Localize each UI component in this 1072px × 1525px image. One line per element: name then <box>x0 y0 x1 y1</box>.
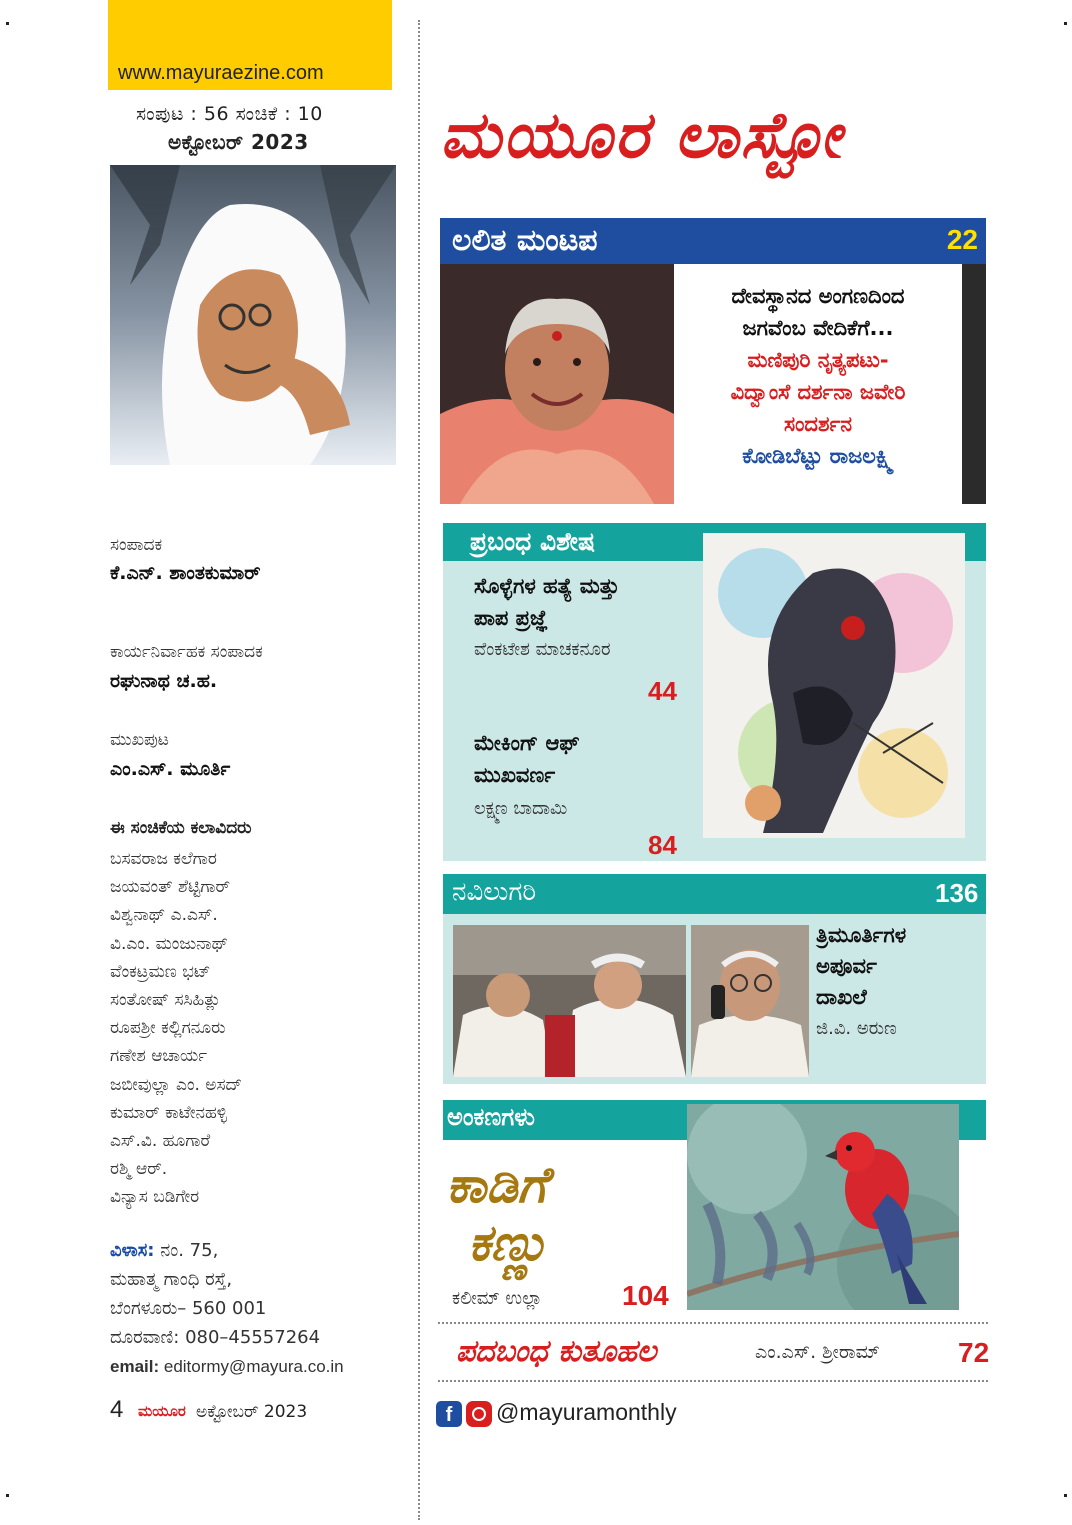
address-line: ನಂ. 75, <box>160 1240 219 1261</box>
article-title: ಜಗವೆಂಬ ವೇದಿಕೆಗೆ... <box>742 316 894 340</box>
facebook-icon[interactable]: f <box>436 1401 462 1427</box>
column-author: ಕಲೀಮ್ ಉಲ್ಲಾ <box>452 1288 543 1309</box>
red-bird-photo <box>687 1104 959 1310</box>
article-lalita[interactable] <box>674 280 962 472</box>
list-item: ರಶ್ಮಿ ಆರ್. <box>110 1159 168 1180</box>
puzzle-author: ಎಂ.ಎಸ್. ಶ್ರೀರಾಮ್ <box>755 1341 880 1363</box>
instagram-icon[interactable] <box>466 1401 492 1427</box>
section-title: ಲಲಿತ ಮಂಟಪ <box>452 223 598 258</box>
puzzle-page-number[interactable]: 72 <box>958 1337 990 1368</box>
address-block <box>110 1236 410 1381</box>
address-line: ಬೆಂಗಳೂರು– 560 001 <box>110 1298 267 1319</box>
article-title: ಪಾಪ ಪ್ರಜ್ಞೆ <box>474 606 548 630</box>
list-item: ಎಸ್.ವಿ. ಹೂಗಾರೆ <box>110 1131 211 1152</box>
crop-mark <box>1064 1494 1067 1497</box>
article-title: ಮುಖವರ್ಣ <box>474 763 556 787</box>
article-navilugari[interactable] <box>816 920 906 1044</box>
cover-illustration <box>110 165 396 465</box>
executive-editor-label: ಕಾರ್ಯನಿರ್ವಾಹಕ ಸಂಪಾದಕ <box>110 642 263 662</box>
section-title: ನವಿಲುಗರಿ <box>452 877 537 907</box>
section-page-number[interactable]: 136 <box>935 878 979 908</box>
elder-on-phone-photo <box>691 925 809 1077</box>
column-logo-kadige-kannu <box>446 1156 549 1272</box>
list-item: ವಿಶ್ವನಾಥ್ ಎ.ಎಸ್. <box>110 905 218 926</box>
article-author: ಜಿ.ವಿ. ಅರುಣ <box>816 1018 897 1039</box>
dancer-photo <box>440 264 674 504</box>
article-prabandha-1[interactable] <box>474 570 619 666</box>
list-item: ರೂಪಶ್ರೀ ಕಲ್ಲಿಗನೂರು <box>110 1018 226 1039</box>
section-header-lalita <box>440 218 986 264</box>
column-logo-line: ಕಾಡಿಗೆ <box>446 1155 547 1214</box>
section-title: ಪ್ರಬಂಧ ವಿಶೇಷ <box>470 527 596 556</box>
decorative-sidebar <box>962 264 986 504</box>
article-page-number[interactable]: 84 <box>648 830 677 860</box>
artists-heading: ಈ ಸಂಚಿಕೆಯ ಕಲಾವಿದರು <box>110 818 252 838</box>
column-page-number[interactable]: 104 <box>622 1280 669 1311</box>
social-handle[interactable]: @mayuramonthly <box>496 1399 677 1425</box>
footer-logo: ಮಯೂರ <box>138 1402 186 1420</box>
website-url[interactable]: www.mayuraezine.com <box>118 62 324 84</box>
list-item: ಜಯವಂತ್ ಶೆಟ್ಟಿಗಾರ್ <box>110 877 231 898</box>
article-title: ದಾಖಲೆ <box>816 985 867 1009</box>
footer-date: ಅಕ್ಟೋಬರ್ 2023 <box>196 1402 308 1422</box>
dotted-divider <box>438 1322 988 1324</box>
article-subtitle: ಮಣಿಪುರಿ ನೃತ್ಯಪಟು- <box>747 348 889 372</box>
list-item: ಬಸವರಾಜ ಕಲೆಗಾರ <box>110 849 217 869</box>
cover-artist-label: ಮುಖಪುಟ <box>110 730 169 750</box>
list-item: ಸಂತೋಷ್ ಸಸಿಹಿತ್ಲು <box>110 990 221 1011</box>
puzzle-title: ಪದಬಂಧ ಕುತೂಹಲ <box>456 1334 657 1369</box>
editor-label: ಸಂಪಾದಕ <box>110 535 163 555</box>
issue-date: ಅಕ್ಟೋಬರ್ 2023 <box>168 130 309 154</box>
volume-issue: ಸಂಪುಟ : 56 ಸಂಚಿಕೆ : 10 <box>136 103 323 125</box>
dotted-divider <box>438 1380 988 1382</box>
email-address[interactable]: editormy@mayura.co.in <box>163 1357 344 1376</box>
section-page-number[interactable]: 22 <box>946 224 978 255</box>
list-item: ಕುಮಾರ್ ಕಾಟೇನಹಳ್ಳಿ <box>110 1102 228 1123</box>
crop-mark <box>6 1494 9 1497</box>
list-item: ವಿ.ಎಂ. ಮಂಜುನಾಥ್ <box>110 933 229 954</box>
artist-list <box>110 845 242 1212</box>
crop-mark <box>1064 22 1067 25</box>
article-title: ದೇವಸ್ಥಾನದ ಅಂಗಣದಿಂದ <box>731 284 905 308</box>
address-line: ಮಹಾತ್ಮ ಗಾಂಧಿ ರಸ್ತೆ, <box>110 1269 233 1290</box>
article-title: ಮೇಕಿಂಗ್ ಆಫ್ <box>474 731 580 755</box>
article-subtitle: ವಿದ್ವಾಂಸೆ ದರ್ಶನಾ ಜವೇರಿ <box>730 380 906 404</box>
list-item: ವಿನ್ಯಾಸ ಬಡಿಗೇರ <box>110 1187 200 1208</box>
email-label: email: <box>110 1357 160 1376</box>
list-item: ಗಣೇಶ ಆಚಾರ್ಯ <box>110 1046 208 1067</box>
article-author: ಕೋಡಿಬೆಟ್ಟು ರಾಜಲಕ್ಷ್ಮಿ <box>742 444 894 468</box>
article-title: ಸೊಳ್ಳೆಗಳ ಹತ್ಯೆ ಮತ್ತು <box>474 574 620 598</box>
phone-number: ದೂರವಾಣಿ: 080–45557264 <box>110 1327 321 1348</box>
list-item: ವೆಂಕಟ್ರಮಣ ಭಟ್ <box>110 961 211 982</box>
crop-mark <box>6 22 9 25</box>
page-number: 4 <box>110 1396 124 1423</box>
column-logo-line: ಕಣ್ಣು <box>468 1213 549 1272</box>
article-prabandha-2[interactable] <box>474 727 580 825</box>
trimurti-photo <box>453 925 686 1077</box>
cover-artist-name: ಎಂ.ಎಸ್. ಮೂರ್ತಿ <box>110 758 231 780</box>
essay-illustration <box>703 533 965 838</box>
executive-editor-name: ರಘುನಾಥ ಚ.ಹ. <box>110 670 218 692</box>
article-author: ವೆಂಕಟೇಶ ಮಾಚಕನೂರ <box>474 639 611 660</box>
article-page-number[interactable]: 44 <box>648 676 677 706</box>
masthead-title: ಮಯೂರ ಲಾಸ್ಟೋ <box>440 98 843 173</box>
section-title: ಅಂಕಣಗಳು <box>447 1103 535 1131</box>
list-item: ಜಬೀವುಲ್ಲಾ ಎಂ. ಅಸದ್ <box>110 1074 243 1095</box>
column-divider <box>418 20 420 1520</box>
article-title: ತ್ರಿಮೂರ್ತಿಗಳ <box>816 923 907 947</box>
article-subtitle: ಸಂದರ್ಶನ <box>783 412 853 436</box>
article-author: ಲಕ್ಷ್ಮಣ ಬಾದಾಮಿ <box>474 798 568 819</box>
editor-name: ಕೆ.ಎನ್. ಶಾಂತಕುಮಾರ್ <box>110 562 261 584</box>
article-title: ಅಪೂರ್ವ <box>816 954 877 978</box>
address-label: ವಿಳಾಸ: <box>110 1240 155 1261</box>
